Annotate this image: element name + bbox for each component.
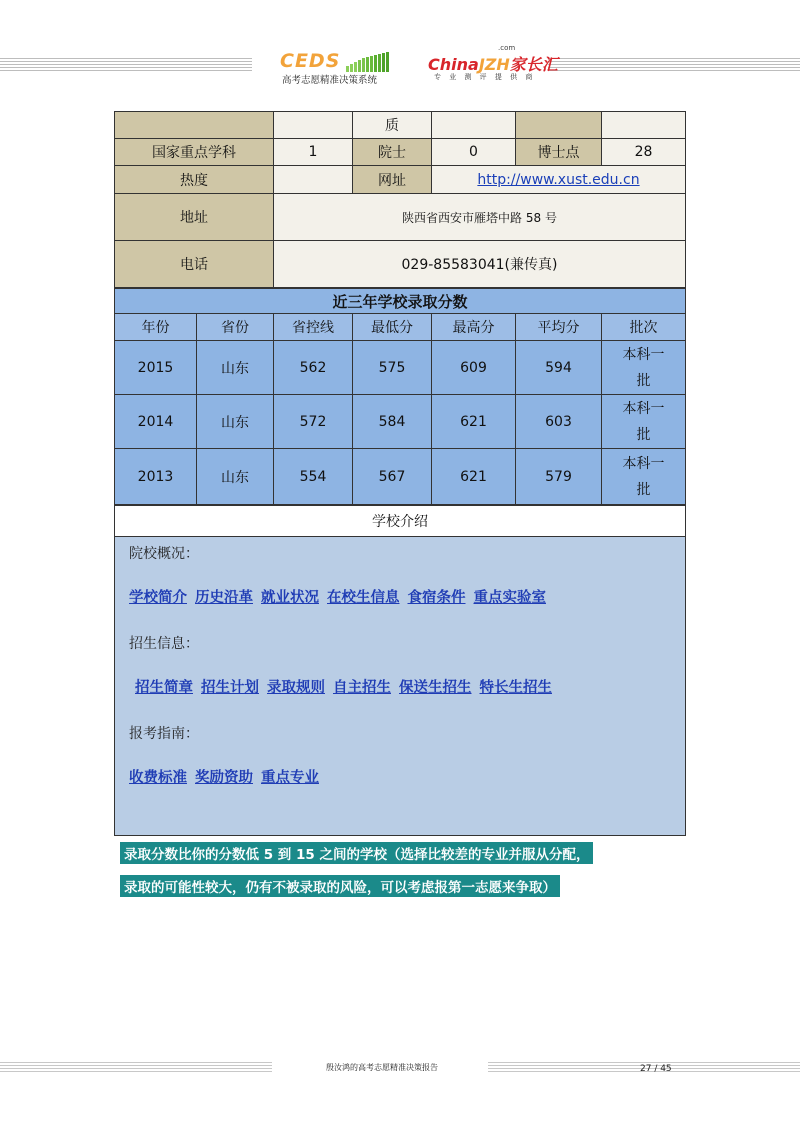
school-intro-panel	[114, 537, 686, 836]
key-discipline-value: 1	[273, 138, 353, 166]
phone-value: 029-85583041(兼传真)	[273, 240, 686, 288]
footer-report-title: 殷汝鸿的高考志愿精准决策报告	[326, 1063, 438, 1072]
info-cell-blank	[273, 111, 353, 139]
row-2014-avg: 603	[515, 394, 602, 449]
link-employment[interactable]: 就业状况	[261, 590, 319, 606]
address-label: 地址	[114, 193, 274, 241]
link-recommended-admission[interactable]: 保送生招生	[399, 680, 472, 696]
china-logo-part2: JZH	[478, 55, 510, 74]
batch-line: 批	[636, 372, 651, 389]
website-label: 网址	[352, 165, 432, 194]
address-value: 陕西省西安市雁塔中路 58 号	[273, 193, 686, 241]
china-logo-com: .com	[498, 44, 516, 52]
admission-links	[135, 676, 552, 697]
admission-score-table	[114, 288, 686, 505]
header-max-score: 最高分	[431, 313, 516, 341]
link-student-info[interactable]: 在校生信息	[327, 590, 400, 606]
guide-label: 报考指南：	[129, 726, 199, 742]
link-independent-admission[interactable]: 自主招生	[333, 680, 391, 696]
key-discipline-label: 国家重点学科	[114, 138, 274, 166]
row-2015-max: 609	[431, 340, 516, 395]
header-avg-score: 平均分	[515, 313, 602, 341]
row-2013-province: 山东	[196, 448, 274, 505]
admission-label: 招生信息：	[129, 636, 199, 652]
academician-label: 院士	[352, 138, 432, 166]
header-province: 省份	[196, 313, 274, 341]
header-batch: 批次	[601, 313, 686, 341]
school-info-table	[114, 111, 686, 288]
link-key-majors[interactable]: 重点专业	[261, 770, 319, 786]
row-2015-batch	[601, 340, 686, 395]
row-2014-province: 山东	[196, 394, 274, 449]
row-2014-batch	[601, 394, 686, 449]
guide-links	[129, 766, 319, 787]
row-2014-max: 621	[431, 394, 516, 449]
batch-line: 批	[636, 481, 651, 498]
header-control-line: 省控线	[273, 313, 353, 341]
header-year: 年份	[114, 313, 197, 341]
popularity-label: 热度	[114, 165, 274, 194]
note-line-2: 录取的可能性较大，仍有不被录取的风险，可以考虑报第一志愿来争取）	[120, 875, 560, 897]
link-admission-plan[interactable]: 招生计划	[201, 680, 259, 696]
website-link[interactable]: http://www.xust.edu.cn	[477, 171, 640, 188]
row-2013-year: 2013	[114, 448, 197, 505]
row-2014-min: 584	[352, 394, 432, 449]
row-2015-province: 山东	[196, 340, 274, 395]
row-2013-max: 621	[431, 448, 516, 505]
row-2015-control: 562	[273, 340, 353, 395]
website-cell	[431, 165, 686, 194]
header-rule-left	[0, 58, 252, 72]
ceds-subtitle: 高考志愿精准决策系统	[282, 75, 378, 86]
chinajzh-logo	[428, 44, 558, 86]
link-key-labs[interactable]: 重点实验室	[473, 590, 546, 606]
ceds-logo-text: CEDS	[280, 50, 341, 72]
info-cell-blank	[515, 111, 602, 139]
row-2015-min: 575	[352, 340, 432, 395]
doctoral-value: 28	[601, 138, 686, 166]
link-admission-rules[interactable]: 录取规则	[267, 680, 325, 696]
info-partial-label: 质	[352, 111, 432, 139]
overview-label: 院校概况：	[129, 546, 199, 562]
row-2013-avg: 579	[515, 448, 602, 505]
page-number: 27 / 45	[640, 1064, 672, 1074]
row-2013-control: 554	[273, 448, 353, 505]
row-2013-batch	[601, 448, 686, 505]
footer-rule-left	[0, 1062, 272, 1074]
phone-label: 电话	[114, 240, 274, 288]
row-2014-year: 2014	[114, 394, 197, 449]
batch-line: 批	[636, 426, 651, 443]
popularity-value	[273, 165, 353, 194]
academician-value: 0	[431, 138, 516, 166]
link-fee-standard[interactable]: 收费标准	[129, 770, 187, 786]
link-admission-brochure[interactable]: 招生简章	[135, 680, 193, 696]
overview-links	[129, 586, 546, 607]
doctoral-label: 博士点	[515, 138, 602, 166]
bar-chart-icon	[346, 52, 392, 72]
link-history[interactable]: 历史沿革	[195, 590, 253, 606]
batch-line: 本科一	[622, 455, 665, 472]
row-2013-min: 567	[352, 448, 432, 505]
info-cell-blank	[114, 111, 274, 139]
china-subtitle: 专 业 测 评 提 供 商	[434, 73, 536, 81]
note-line-1: 录取分数比你的分数低 5 到 15 之间的学校（选择比较差的专业并服从分配，	[120, 842, 593, 864]
china-logo-part3: 家长汇	[509, 55, 558, 74]
link-scholarships[interactable]: 奖励资助	[195, 770, 253, 786]
info-cell-blank	[601, 111, 686, 139]
row-2015-avg: 594	[515, 340, 602, 395]
link-school-profile[interactable]: 学校简介	[129, 590, 187, 606]
info-cell-blank	[431, 111, 516, 139]
china-logo-part1: China	[428, 55, 479, 74]
score-table-title: 近三年学校录取分数	[114, 288, 686, 314]
batch-line: 本科一	[622, 400, 665, 417]
batch-line: 本科一	[622, 346, 665, 363]
link-accommodation[interactable]: 食宿条件	[407, 590, 466, 606]
row-2014-control: 572	[273, 394, 353, 449]
header-rule-right	[548, 58, 800, 72]
row-2015-year: 2015	[114, 340, 197, 395]
link-special-talent-admission[interactable]: 特长生招生	[479, 680, 552, 696]
header-min-score: 最低分	[352, 313, 432, 341]
ceds-logo	[280, 50, 392, 86]
school-intro-title: 学校介绍	[114, 505, 686, 537]
